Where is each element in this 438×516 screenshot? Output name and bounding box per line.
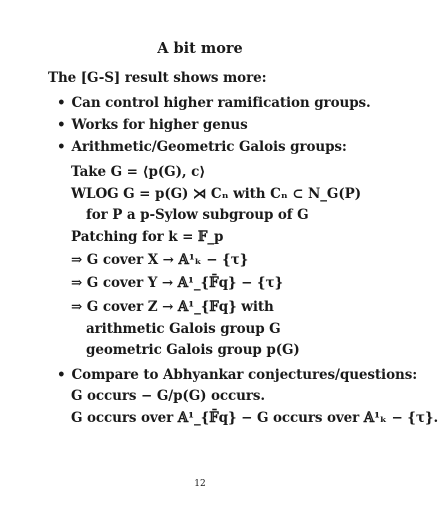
- bullet-abhyankar: • Compare to Abhyankar conjectures/questions:: [57, 367, 417, 383]
- cover-x-line: ⇒ G cover X → 𝔸¹ₖ − {τ}: [71, 252, 249, 268]
- slide-title: A bit more: [157, 40, 243, 57]
- bullet-galois-groups: • Arithmetic/Geometric Galois groups:: [57, 139, 347, 155]
- cover-y-line: ⇒ G cover Y → 𝔸¹_{𝔽̄q} − {τ}: [71, 275, 284, 291]
- cover-z-line: ⇒ G cover Z → 𝔸¹_{𝔽q} with: [71, 299, 274, 315]
- occurs-over-line: G occurs over 𝔸¹_{𝔽̄q} − G occurs over 𝔸¹ₖ − {τ}.: [71, 410, 438, 426]
- patching-line: Patching for k = 𝔽_p: [71, 229, 224, 245]
- page-number: 12: [194, 479, 206, 489]
- bullet-ramification: • Can control higher ramification groups.: [57, 95, 371, 111]
- occurs-line: G occurs − G/p(G) occurs.: [71, 388, 265, 404]
- bullet-higher-genus: • Works for higher genus: [57, 117, 248, 133]
- arithmetic-galois-line: arithmetic Galois group G: [86, 321, 281, 337]
- wlog-line: WLOG G = p(G) ⋊ Cₙ with Cₙ ⊂ N_G(P): [71, 186, 361, 202]
- sylow-line: for P a p-Sylow subgroup of G: [86, 207, 309, 223]
- geometric-galois-line: geometric Galois group p(G): [86, 342, 300, 358]
- take-g-line: Take G = ⟨p(G), c⟩: [71, 164, 206, 180]
- intro-text: The [G-S] result shows more:: [48, 70, 267, 86]
